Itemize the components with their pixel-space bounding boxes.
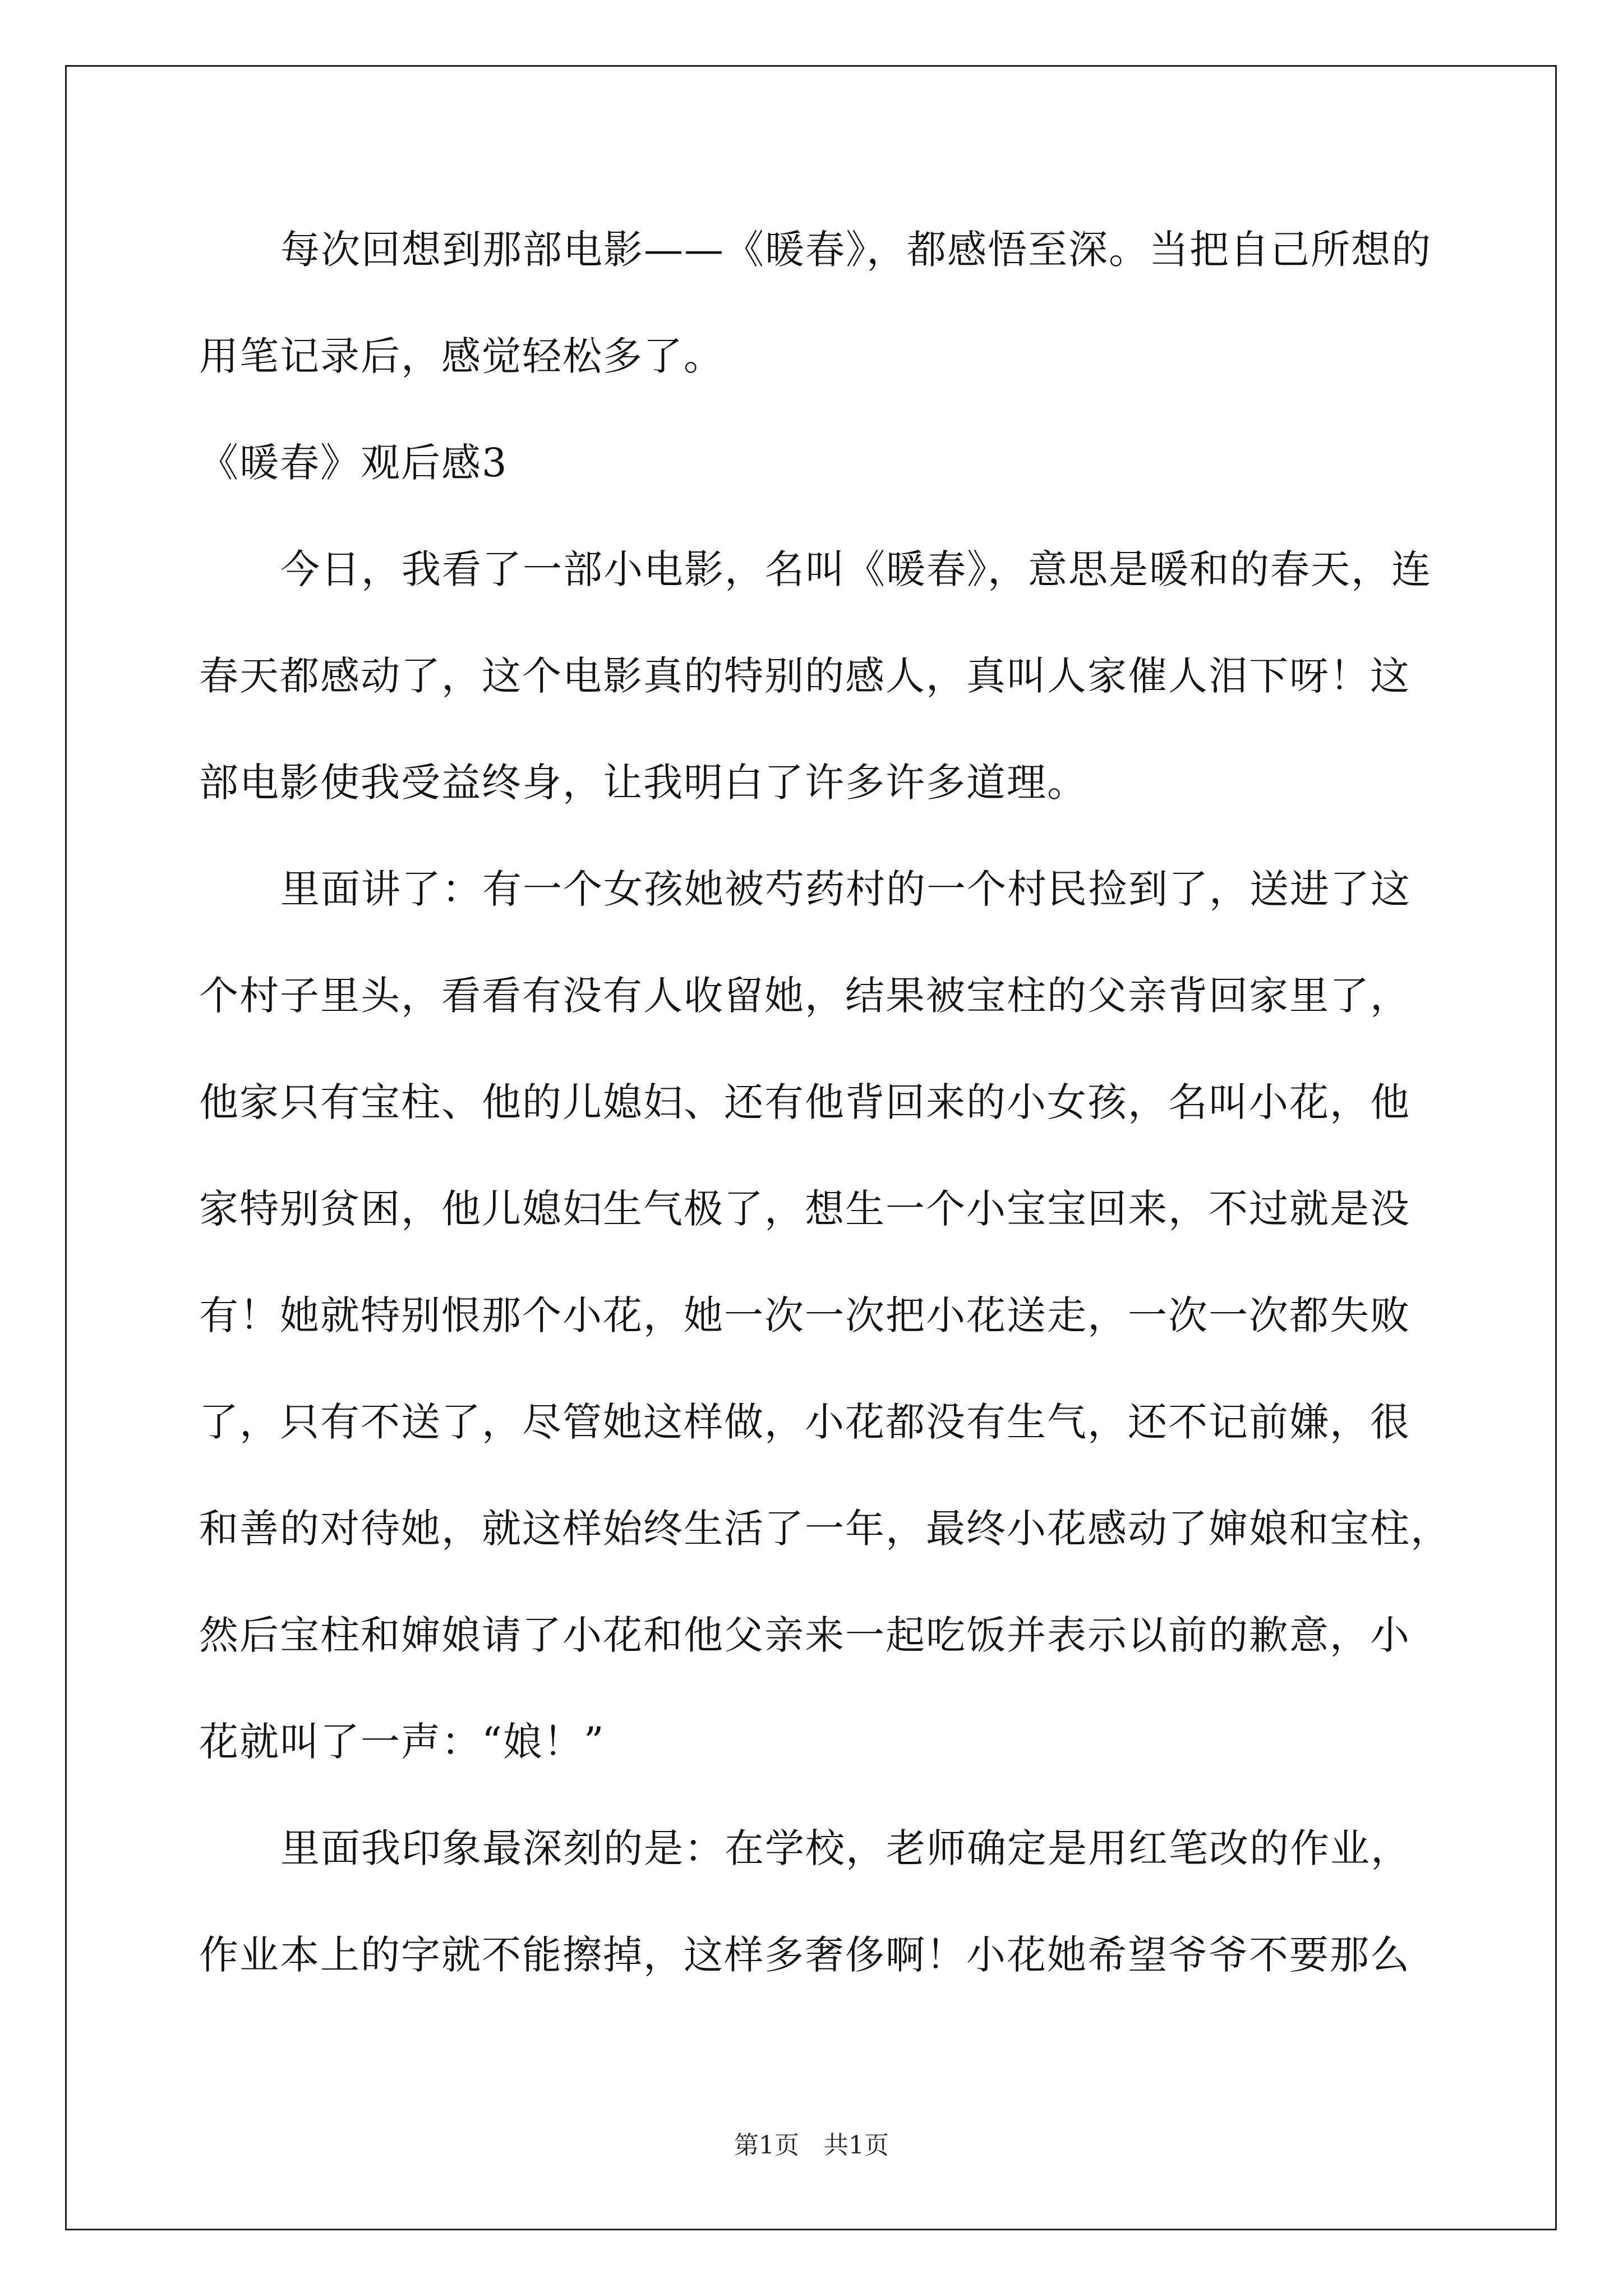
paragraph-line: 里面我印象最深刻的是：在学校，老师确定是用红笔改的作业， <box>280 1825 1411 1871</box>
paragraph-line: 有！她就特别恨那个小花，她一次一次把小花送走，一次一次都失败 <box>199 1292 1410 1338</box>
paragraph-line: 花就叫了一声：“娘！” <box>199 1719 605 1765</box>
paragraph-line: 春天都感动了，这个电影真的特别的感人，真叫人家催人泪下呀！这 <box>199 653 1410 699</box>
paragraph-line: 今日，我看了一部小电影，名叫《暖春》，意思是暖和的春天，连 <box>280 546 1432 592</box>
paragraph-line: 家特别贫困，他儿媳妇生气极了，想生一个小宝宝回来，不过就是没 <box>199 1186 1410 1232</box>
paragraph-line: 和善的对待她，就这样始终生活了一年，最终小花感动了婶娘和宝柱， <box>199 1506 1451 1552</box>
page-number-footer: 第1页 共1页 <box>734 2131 889 2160</box>
section-heading: 《暖春》观后感3 <box>199 440 508 486</box>
paragraph-line: 然后宝柱和婶娘请了小花和他父亲来一起吃饭并表示以前的歉意，小 <box>199 1612 1410 1658</box>
paragraph-line: 个村子里头，看看有没有人收留她，结果被宝柱的父亲背回家里了， <box>199 973 1410 1019</box>
paragraph-line: 每次回想到那部电影——《暖春》，都感悟至深。当把自己所想的 <box>280 227 1432 273</box>
paragraph-line: 里面讲了：有一个女孩她被芍药村的一个村民捡到了，送进了这 <box>280 866 1411 912</box>
paragraph-line: 作业本上的字就不能擦掉，这样多奢侈啊！小花她希望爷爷不要那么 <box>199 1932 1410 1978</box>
paragraph-line: 部电影使我受益终身，让我明白了许多许多道理。 <box>199 760 1087 806</box>
paragraph-line: 了，只有不送了，尽管她这样做，小花都没有生气，还不记前嫌，很 <box>199 1399 1410 1445</box>
paragraph-line: 他家只有宝柱、他的儿媳妇、还有他背回来的小女孩，名叫小花，他 <box>199 1079 1410 1125</box>
page-frame <box>65 65 1557 2230</box>
paragraph-line: 用笔记录后，感觉轻松多了。 <box>199 333 724 379</box>
